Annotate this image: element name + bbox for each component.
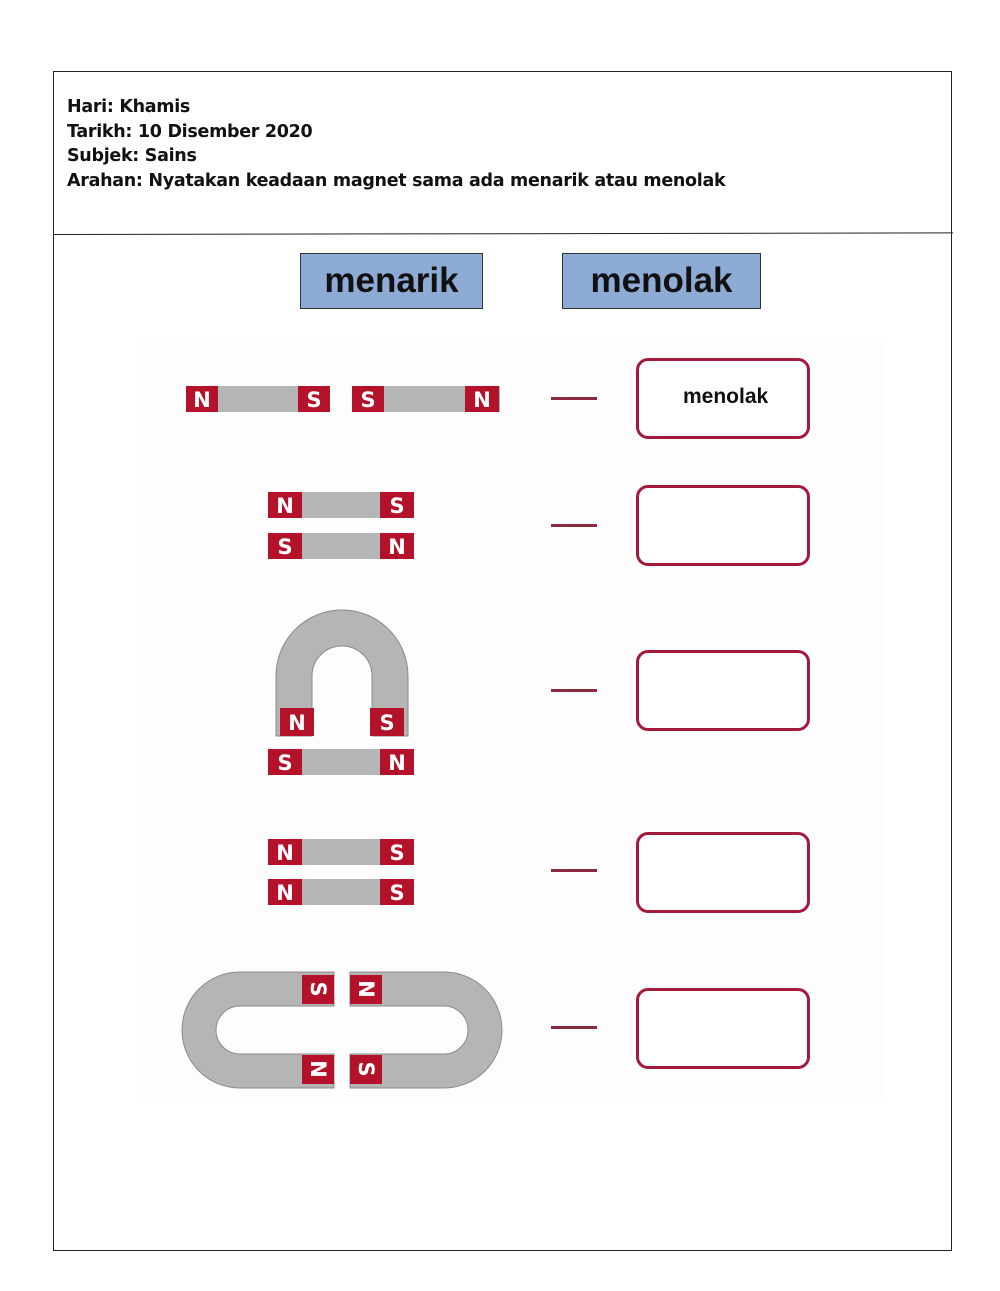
pole-label: S xyxy=(354,1061,378,1077)
pole-label: N xyxy=(306,1060,330,1078)
pole-label: S xyxy=(360,388,376,412)
connector-dash xyxy=(551,689,597,692)
pole-label: N xyxy=(288,711,306,735)
pole-label: S xyxy=(277,751,293,775)
answer-dropzone-2[interactable] xyxy=(636,485,810,566)
pole-label: N xyxy=(193,388,211,412)
day-label: Hari: Khamis xyxy=(67,97,191,117)
pole-label: S xyxy=(389,881,405,905)
pole-label: N xyxy=(276,494,294,518)
connector-dash xyxy=(551,1026,597,1029)
subject-label: Subjek: Sains xyxy=(67,146,197,166)
answer-text: menolak xyxy=(683,385,769,408)
magnet-pair-5 xyxy=(182,972,502,1088)
pole-label: N xyxy=(388,751,406,775)
pole-label: N xyxy=(388,535,406,559)
pole-label: S xyxy=(389,494,405,518)
pole-label: N xyxy=(276,881,294,905)
magnet-pair-3 xyxy=(268,610,414,775)
pole-label: S xyxy=(389,841,405,865)
answer-dropzone-3[interactable] xyxy=(636,650,810,731)
answer-dropzone-4[interactable] xyxy=(636,832,810,913)
pole-label: S xyxy=(306,981,330,997)
pole-label: N xyxy=(276,841,294,865)
magnet-pair-4 xyxy=(268,839,414,905)
connector-dash xyxy=(551,397,597,400)
answer-dropzone-1[interactable] xyxy=(636,358,810,439)
answer-dropzone-5[interactable] xyxy=(636,988,810,1069)
pole-label: N xyxy=(354,980,378,998)
pole-label: S xyxy=(379,711,395,735)
pole-label: S xyxy=(277,535,293,559)
choice-chip-menolak[interactable]: menolak xyxy=(562,253,761,309)
connector-dash xyxy=(551,524,597,527)
magnet-pair-1 xyxy=(186,386,500,412)
instruction-label: Arahan: Nyatakan keadaan magnet sama ada menarik atau menolak xyxy=(67,170,726,191)
pole-label: S xyxy=(306,388,322,412)
connector-dash xyxy=(551,869,597,872)
choice-chip-menarik[interactable]: menarik xyxy=(300,253,483,309)
magnet-pair-2 xyxy=(268,492,414,559)
pole-label: N xyxy=(473,388,491,412)
date-label: Tarikh: 10 Disember 2020 xyxy=(67,121,313,142)
